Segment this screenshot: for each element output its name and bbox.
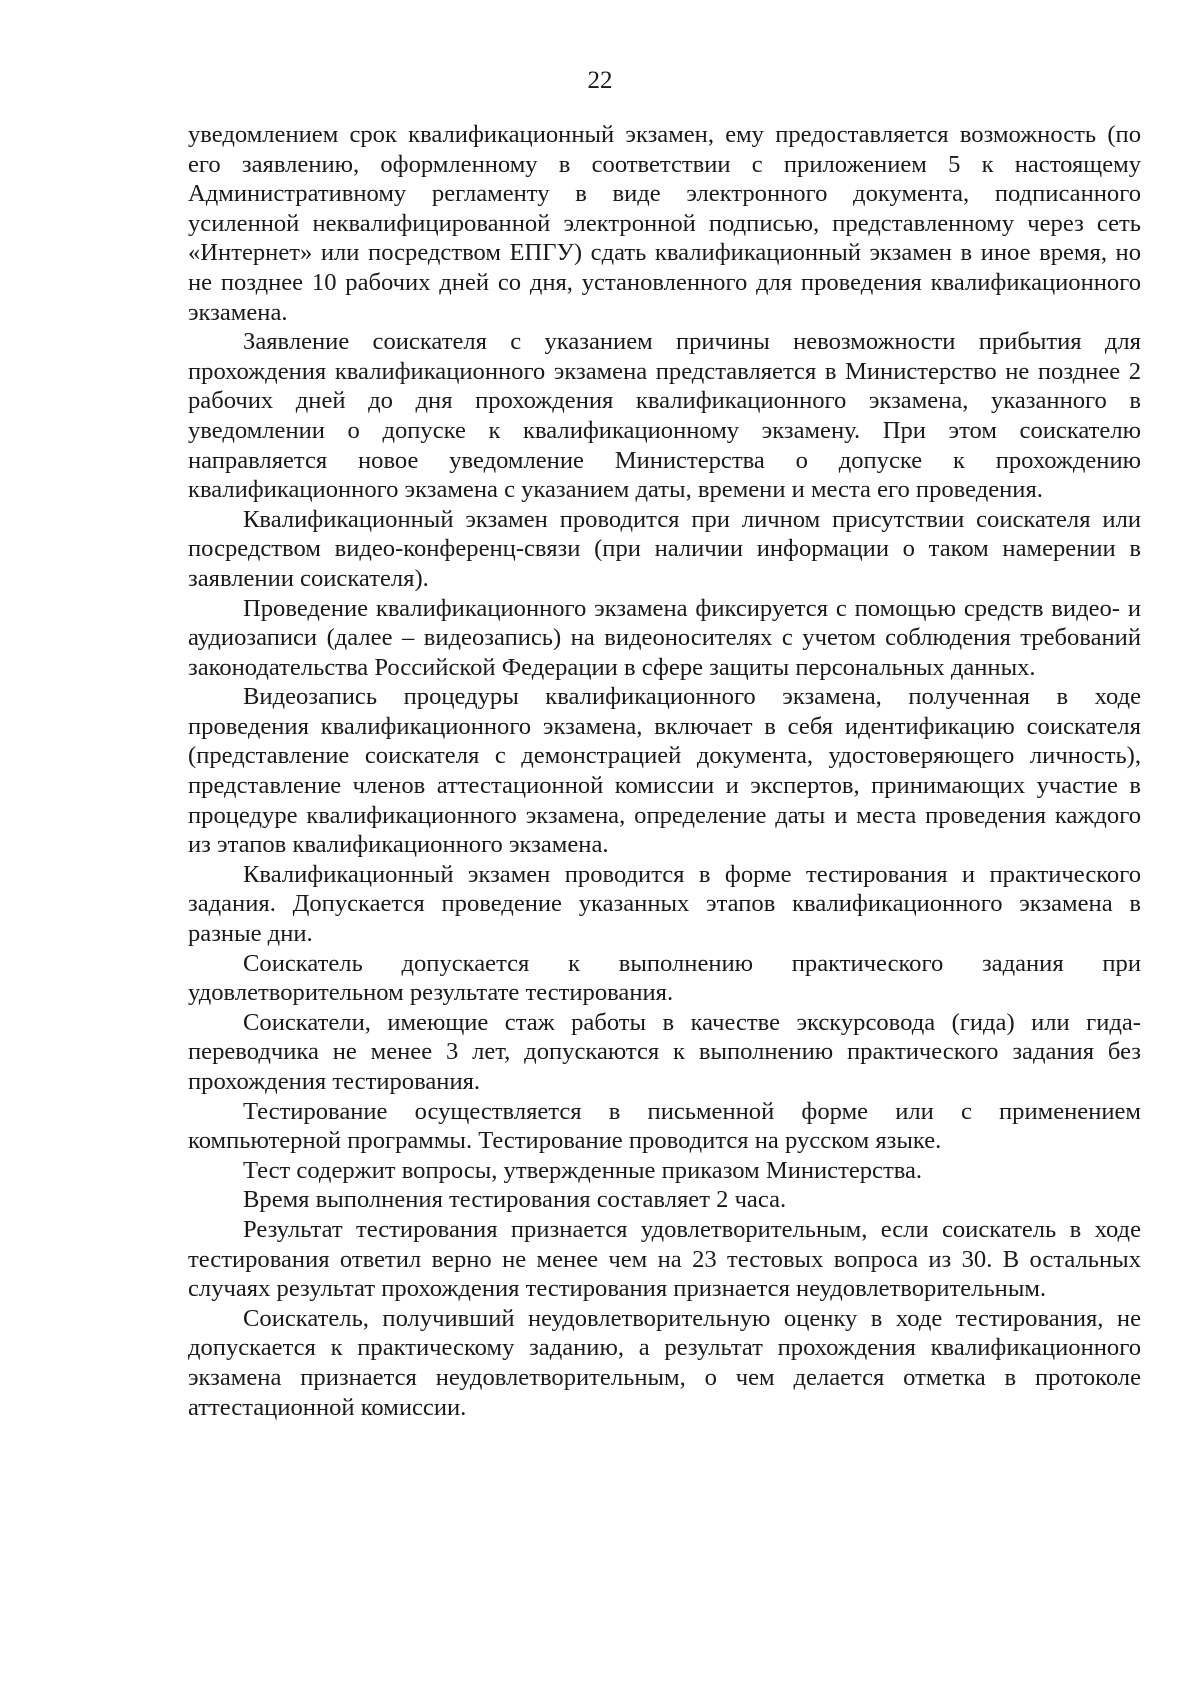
paragraph-8: Соискатели, имеющие стаж работы в качестве экскурсовода (гида) или гида-переводчика не менее 3 лет, допускаются к выполнению практического задания без прохождения тестирования.: [188, 1008, 1141, 1095]
paragraph-13: Соискатель, получивший неудовлетворительную оценку в ходе тестирования, не допускается к практическому заданию, а результат прохождения квалификационного экзамена признается неудовлетворительным, о чем делается отметка в протоколе аттестационной комиссии.: [188, 1304, 1141, 1421]
document-body: [188, 120, 1141, 1422]
paragraph-12: Результат тестирования признается удовлетворительным, если соискатель в ходе тестирования ответил верно не менее чем на 23 тестовых вопроса из 30. В остальных случаях результат прохождения тестирования признается неудовлетворительным.: [188, 1215, 1141, 1303]
page-number: 22: [587, 67, 613, 94]
paragraph-7: Соискатель допускается к выполнению практического задания при удовлетворительном результате тестирования.: [188, 949, 1141, 1007]
paragraph-2: Заявление соискателя с указанием причины невозможности прибытия для прохождения квалификационного экзамена представляется в Министерство не позднее 2 рабочих дней до дня прохождения квалификационного экзамена, указанного в уведомлении о допуске к квалификационному экзамену. При этом соискателю направляется новое уведомление Министерства о допуске к прохождению квалификационного экзамена с указанием даты, времени и места его проведения.: [188, 328, 1141, 504]
paragraph-6: Квалификационный экзамен проводится в форме тестирования и практического задания. Допускается проведение указанных этапов квалификационного экзамена в разные дни.: [188, 860, 1141, 948]
paragraph-3: Квалификационный экзамен проводится при личном присутствии соискателя или посредством видео-конференц-связи (при наличии информации о таком намерении в заявлении соискателя).: [188, 505, 1141, 592]
paragraph-5: Видеозапись процедуры квалификационного экзамена, полученная в ходе проведения квалификационного экзамена, включает в себя идентификацию соискателя (представление соискателя с демонстрацией документа, удостоверяющего личность), представление членов аттестационной комиссии и экспертов, принимающих участие в процедуре квалификационного экзамена, определение даты и места проведения каждого из этапов квалификационного экзамена.: [188, 683, 1141, 859]
paragraph-1: уведомлением срок квалификационный экзамен, ему предоставляется возможность (по его заявлению, оформленному в соответствии с приложением 5 к настоящему Административному регламенту в виде электронного документа, подписанного усиленной неквалифицированной электронной подписью, представленному через сеть «Интернет» или посредством ЕПГУ) сдать квалификационный экзамен в иное время, но не позднее 10 рабочих дней со дня, установленного для проведения квалификационного экзамена.: [188, 121, 1141, 326]
paragraph-11: Время выполнения тестирования составляет 2 часа.: [243, 1186, 787, 1214]
paragraph-10: Тест содержит вопросы, утвержденные приказом Министерства.: [243, 1156, 923, 1184]
paragraph-4: Проведение квалификационного экзамена фиксируется с помощью средств видео- и аудиозаписи (далее – видеозапись) на видеоносителях с учетом соблюдения требований законодательства Российской Федерации в сфере защиты персональных данных.: [188, 594, 1141, 681]
paragraph-9: Тестирование осуществляется в письменной форме или с применением компьютерной программы. Тестирование проводится на русском языке.: [188, 1097, 1141, 1155]
